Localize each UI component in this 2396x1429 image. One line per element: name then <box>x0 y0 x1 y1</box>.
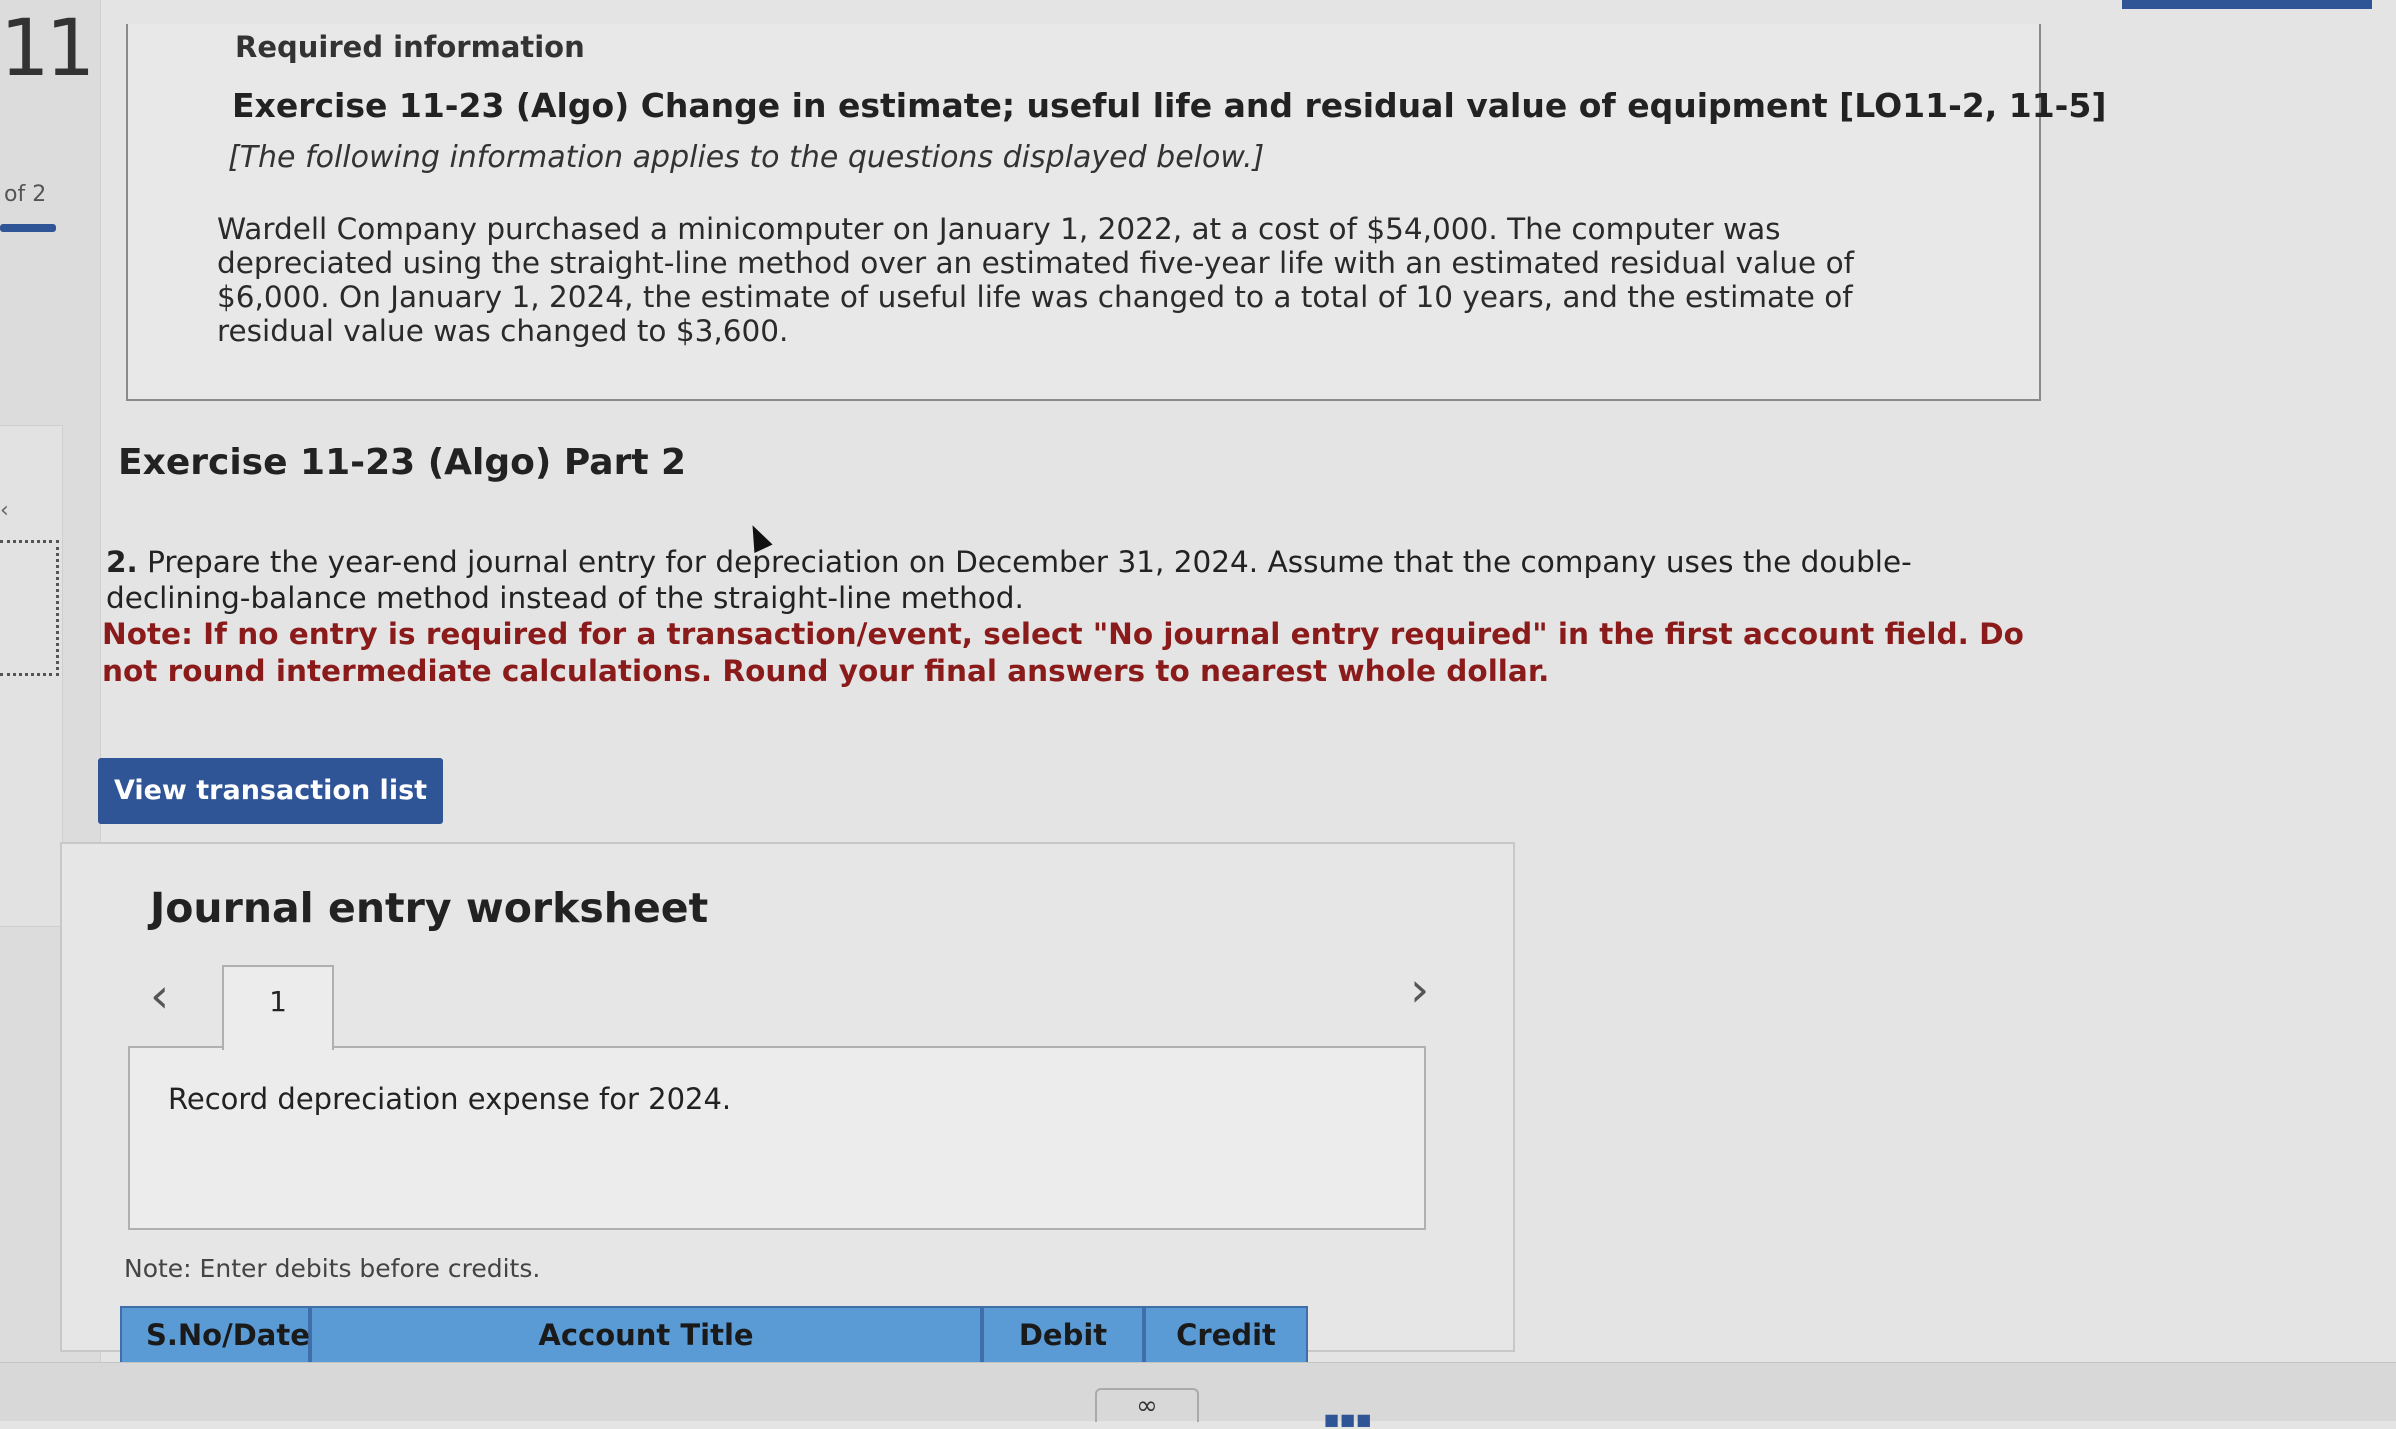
scenario-text: Wardell Company purchased a minicomputer on January 1, 2022, at a cost of $54,000. The computer was depreciated using the straight-line method over an estimated five-year life with an estimated residual value of $6,000. On January 1, 2024, the estimate of useful life was changed to a total of 10 years, and the estimate of residual value was changed to $3,600. <box>217 212 1855 348</box>
worksheet-title: Journal entry worksheet <box>150 884 709 932</box>
required-information-label: Required information <box>235 30 585 64</box>
chevron-right-icon[interactable]: › <box>1410 962 1430 1018</box>
part-title: Exercise 11-23 (Algo) Part 2 <box>118 442 687 483</box>
column-header-credit: Credit <box>1144 1306 1308 1364</box>
link-icon[interactable]: ∞ <box>1095 1388 1199 1422</box>
debit-credit-note: Note: Enter debits before credits. <box>124 1254 541 1283</box>
question-number-label: 2. <box>106 545 138 579</box>
journal-table-header <box>120 1306 1308 1364</box>
instruction-note: Note: If no entry is required for a transaction/event, select "No journal entry required" in the first account field. Do not round intermediate calculations. Round your final answers to nearest whole dollar. <box>102 617 2024 688</box>
menu-icon[interactable]: ■■■ <box>1324 1410 1373 1429</box>
top-progress-bar <box>2122 0 2372 9</box>
sidebar-panel <box>0 425 63 927</box>
question-body: Prepare the year-end journal entry for depreciation on December 31, 2024. Assume that the company uses the double-declining-balance method instead of the straight-line method. <box>106 545 1912 615</box>
progress-indicator <box>0 224 56 232</box>
worksheet-tab-1[interactable]: 1 <box>222 965 334 1050</box>
column-header-date: S.No/Date <box>120 1306 310 1364</box>
exercise-title: Exercise 11-23 (Algo) Change in estimate; useful life and residual value of equipment [LO11-2, 11-5] <box>232 86 2107 125</box>
question-count: of 2 <box>4 182 47 207</box>
following-info-note: [The following information applies to the questions displayed below.] <box>228 140 1265 175</box>
sidebar-dotted-box[interactable] <box>0 540 59 676</box>
chevron-left-icon[interactable]: ‹ <box>0 498 9 523</box>
record-instruction-text: Record depreciation expense for 2024. <box>168 1082 732 1116</box>
question-text <box>106 544 2036 616</box>
column-header-debit: Debit <box>982 1306 1144 1364</box>
question-number: 11 <box>0 4 92 94</box>
view-transaction-list-button[interactable]: View transaction list <box>98 758 443 824</box>
chevron-left-icon[interactable]: ‹ <box>150 968 170 1024</box>
record-instruction-box <box>128 1046 1426 1230</box>
column-header-account-title: Account Title <box>310 1306 982 1364</box>
